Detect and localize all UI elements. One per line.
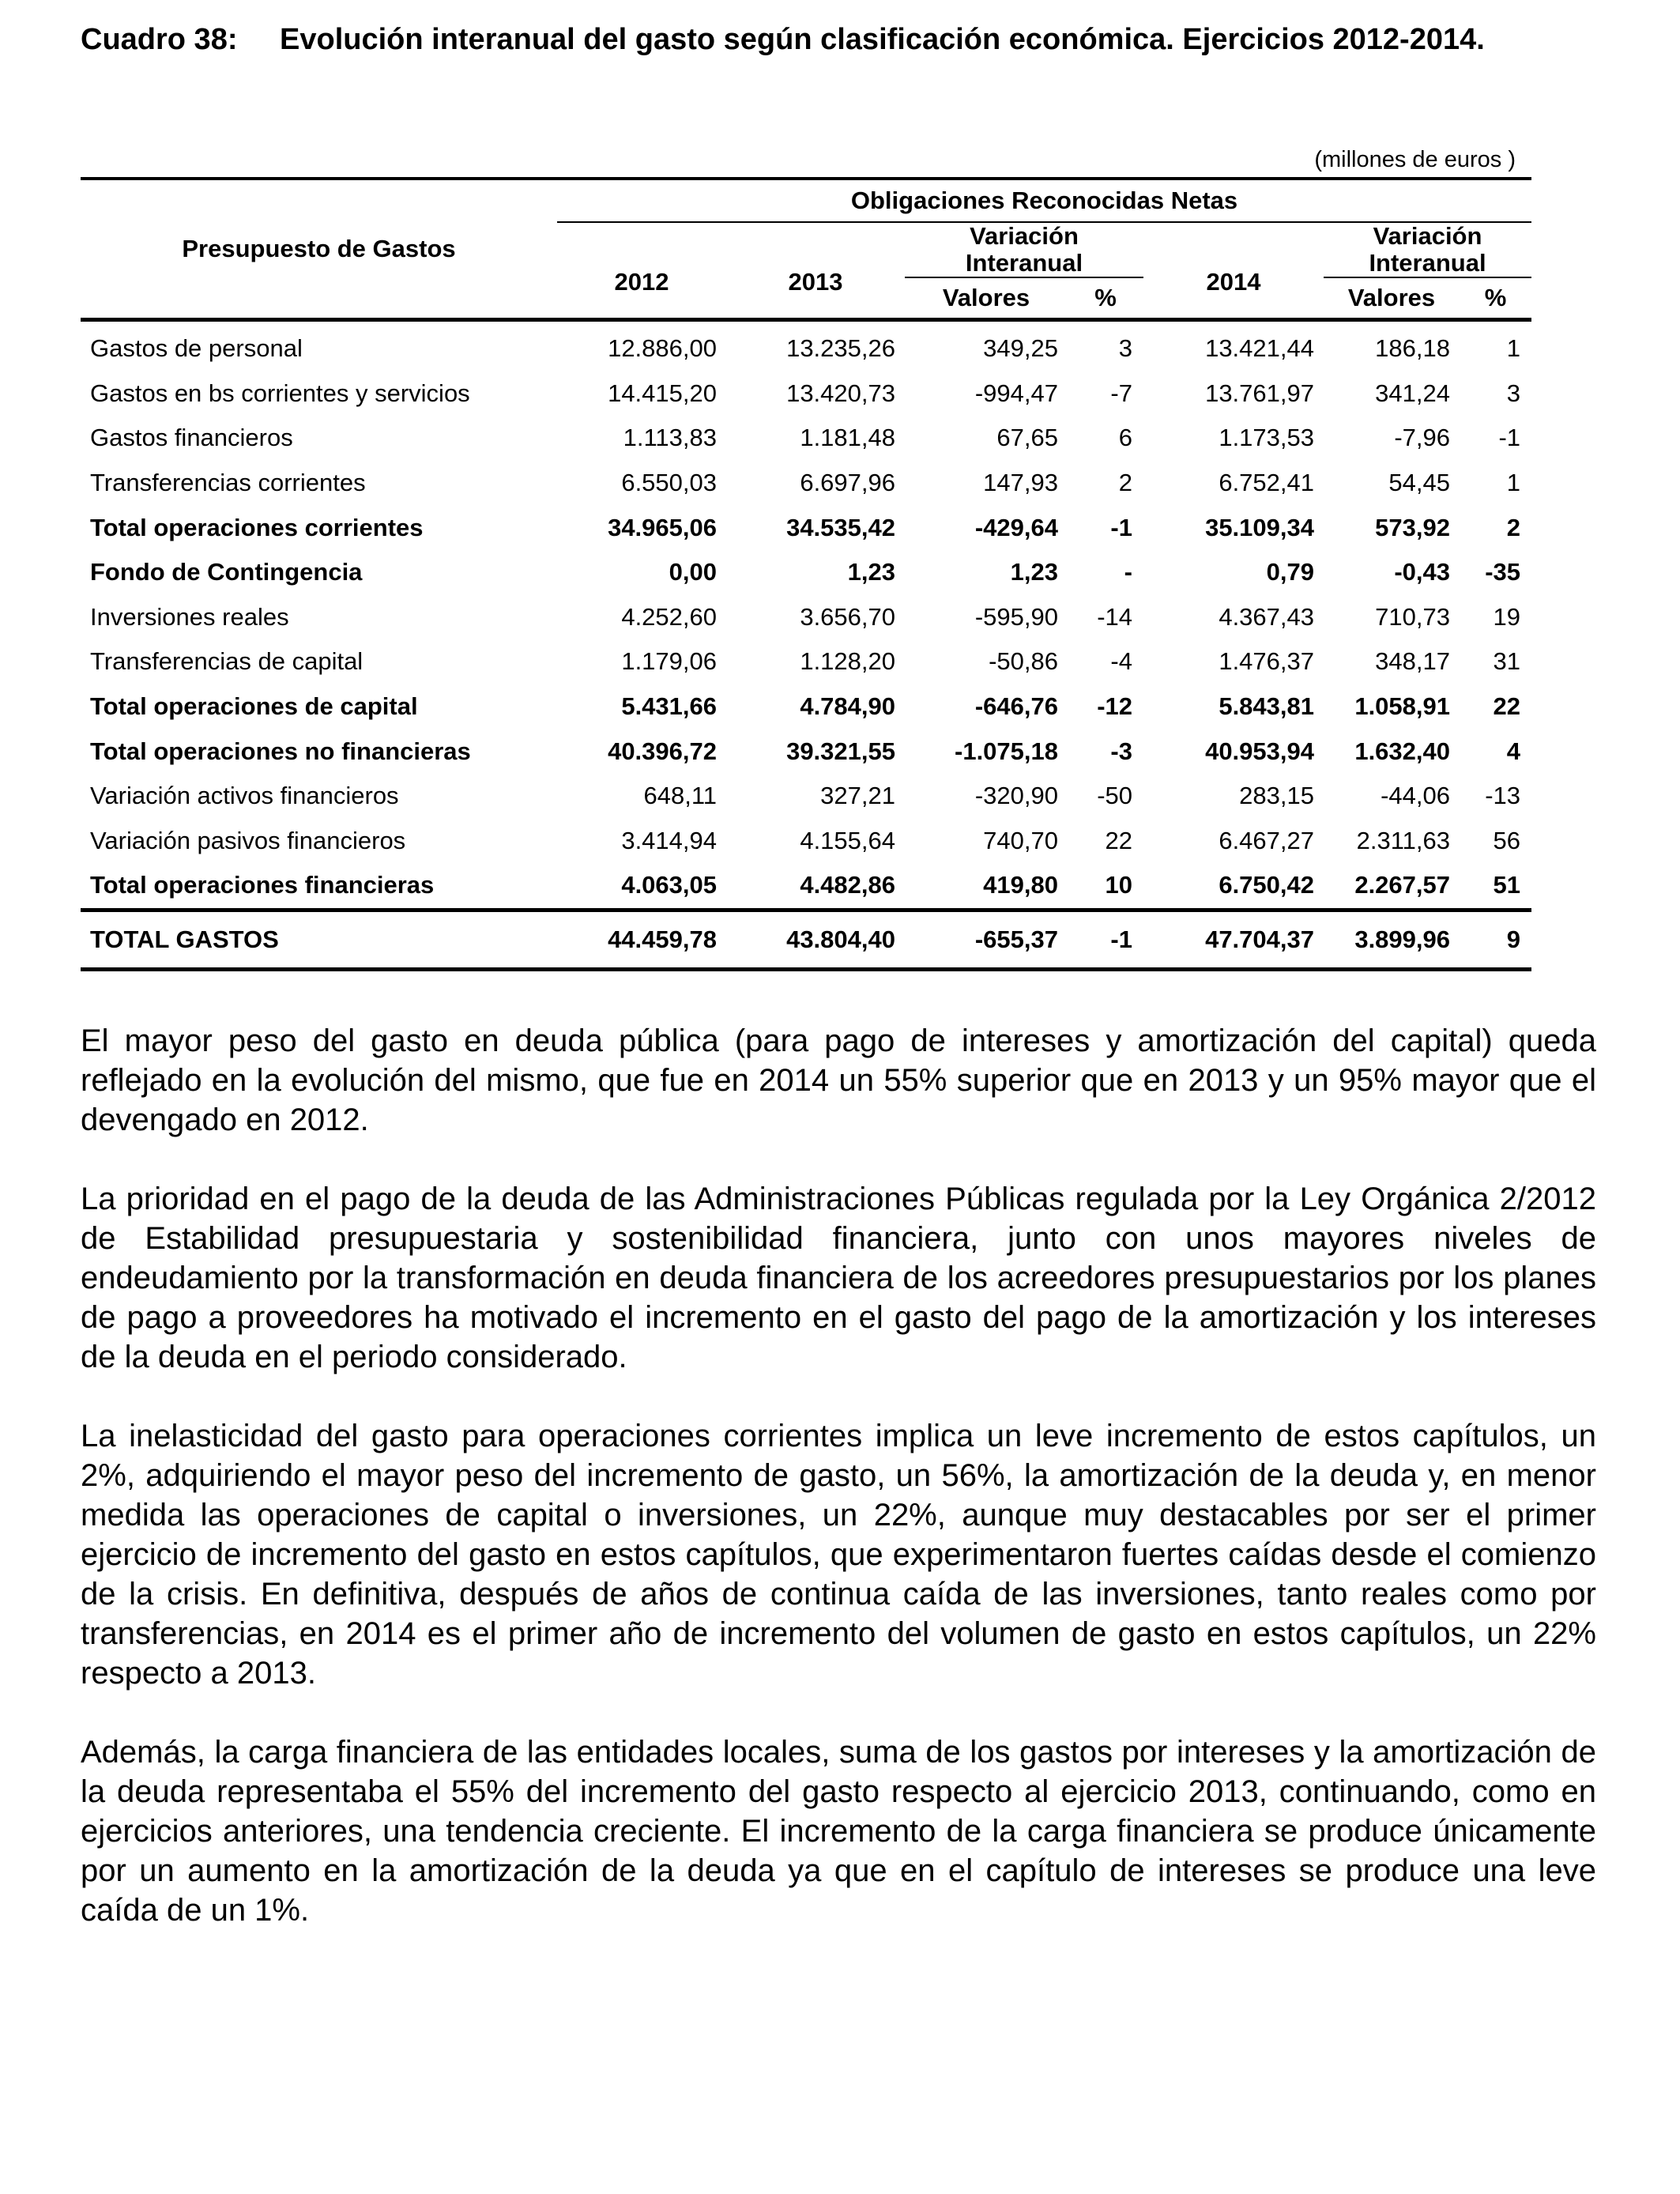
- variation-value-2013: -50,86: [989, 647, 1058, 676]
- valores-header-2: Valores: [1324, 277, 1460, 320]
- row-label: Inversiones reales: [90, 602, 289, 631]
- table-row: [81, 550, 1531, 595]
- expense-table: [81, 177, 1531, 971]
- value-2012: 12.886,00: [608, 334, 717, 363]
- row-label: Gastos en bs corrientes y servicios: [90, 379, 470, 407]
- variation-value-2013: -1.075,18: [955, 737, 1058, 765]
- variation-pct-2013: 22: [1105, 826, 1132, 854]
- paragraph: La prioridad en el pago de la deuda de las Administraciones Públicas regulada por la Ley Orgánica 2/2012 de Estabilidad presupuestaria y sostenibilidad financiera, junto con unos mayores niveles de endeudamiento por la transformación en deuda financiera de los acreedores presupuestarios por los planes de pago a proveedores ha motivado el incremento en el gasto del pago de la amortización y los intereses de la deuda en el periodo considerado.: [81, 1182, 1596, 1374]
- table-row: [81, 863, 1531, 910]
- variation-pct-2013: -7: [1110, 379, 1132, 407]
- variation-value-2014: 2.311,63: [1356, 826, 1450, 854]
- value-2012: 5.431,66: [621, 692, 717, 721]
- variation-pct-2013: -1: [1110, 513, 1132, 541]
- row-label: Variación activos financieros: [90, 782, 399, 810]
- value-2013: 39.321,55: [786, 737, 895, 765]
- value-2013: 3.656,70: [800, 602, 895, 631]
- variation-pct-2014: -1: [1498, 424, 1521, 452]
- variation-pct-2014: 56: [1493, 826, 1521, 854]
- value-2012: 4.063,05: [621, 871, 717, 899]
- total-value-2014: 47.704,37: [1143, 910, 1324, 969]
- total-variation-value-2014: 3.899,96: [1324, 910, 1460, 969]
- table-row: [81, 371, 1531, 417]
- variation-pct-2014: 31: [1493, 647, 1521, 676]
- row-label: Total operaciones no financieras: [90, 737, 471, 765]
- variation-value-2013: -320,90: [974, 782, 1058, 810]
- value-2014: 1.173,53: [1219, 424, 1314, 452]
- stub-header: Presupuesto de Gastos: [81, 179, 557, 320]
- variation-value-2013: -595,90: [974, 602, 1058, 631]
- table-row: [81, 729, 1531, 774]
- variation-value-2013: 147,93: [983, 469, 1058, 497]
- paragraph: La inelasticidad del gasto para operaciones corrientes implica un leve incremento de estos capítulos, un 2%, adquiriendo el mayor peso del incremento de gasto, un 56%, la amortización de la deuda y, en menor medida las operaciones de capital o inversiones, un 22%, aunque muy destacables por ser el primer ejercicio de incremento del gasto en estos capítulos, que experimentaron fuertes caídas desde el comienzo de la crisis. En definitiva, después de años de continua caída de las inversiones, tanto reales como por transferencias, en 2014 es el primer año de incremento del volumen de gasto en estos capítulos, un 22% respecto a 2013.: [81, 1419, 1596, 1691]
- value-2012: 1.113,83: [623, 424, 717, 452]
- var-header-2013: Variación Interanual: [905, 222, 1143, 277]
- col-header-2013: 2013: [726, 222, 905, 320]
- variation-pct-2013: 6: [1118, 424, 1132, 452]
- table-row: [81, 416, 1531, 461]
- variation-pct-2014: -13: [1485, 782, 1521, 810]
- variation-pct-2013: -3: [1110, 737, 1132, 765]
- variation-value-2013: 349,25: [983, 334, 1058, 363]
- variation-pct-2013: -50: [1097, 782, 1132, 810]
- variation-pct-2014: 19: [1493, 602, 1521, 631]
- value-2014: 5.843,81: [1219, 692, 1314, 721]
- variation-value-2014: 186,18: [1375, 334, 1450, 363]
- value-2012: 1.179,06: [621, 647, 717, 676]
- variation-pct-2014: 51: [1493, 871, 1521, 899]
- table-row: [81, 461, 1531, 506]
- value-2014: 13.761,97: [1205, 379, 1314, 407]
- variation-value-2014: 341,24: [1375, 379, 1450, 407]
- value-2012: 648,11: [643, 782, 717, 810]
- caption-label: Cuadro 38:: [81, 23, 238, 56]
- row-label: Total operaciones corrientes: [90, 513, 424, 541]
- value-2013: 34.535,42: [786, 513, 895, 541]
- variation-value-2013: -994,47: [974, 379, 1058, 407]
- value-2014: 6.750,42: [1219, 871, 1314, 899]
- table-row: [81, 684, 1531, 729]
- row-label: Transferencias corrientes: [90, 469, 366, 497]
- row-label: Transferencias de capital: [90, 647, 363, 676]
- col-header-2012: 2012: [557, 222, 726, 320]
- row-label: Gastos financieros: [90, 424, 293, 452]
- body-text: [81, 1021, 1596, 1970]
- pct-header-1: %: [1068, 277, 1143, 320]
- value-2014: 6.467,27: [1219, 826, 1314, 854]
- value-2013: 327,21: [820, 782, 895, 810]
- total-row-label: TOTAL GASTOS: [81, 910, 557, 969]
- variation-value-2013: -429,64: [974, 513, 1058, 541]
- value-2012: 40.396,72: [608, 737, 717, 765]
- variation-pct-2013: 10: [1105, 871, 1132, 899]
- table-row: [81, 505, 1531, 550]
- total-value-2013: 43.804,40: [726, 910, 905, 969]
- paragraph: El mayor peso del gasto en deuda pública (para pago de intereses y amortización del capital) queda reflejado en la evolución del mismo, que fue en 2014 un 55% superior que en 2013 y un 95% mayor que el devengado en 2012.: [81, 1023, 1596, 1137]
- variation-value-2014: 573,92: [1375, 513, 1450, 541]
- value-2012: 0,00: [669, 558, 717, 586]
- unit-note: (millones de euros ): [1314, 147, 1516, 172]
- value-2013: 1.181,48: [800, 424, 895, 452]
- table-row: [81, 320, 1531, 371]
- row-label: Gastos de personal: [90, 334, 303, 363]
- value-2013: 1.128,20: [800, 647, 895, 676]
- variation-value-2014: 710,73: [1375, 602, 1450, 631]
- value-2012: 3.414,94: [621, 826, 717, 854]
- value-2013: 6.697,96: [800, 469, 895, 497]
- variation-pct-2013: -: [1124, 558, 1132, 586]
- total-value-2012: 44.459,78: [557, 910, 726, 969]
- variation-pct-2014: 1: [1506, 469, 1521, 497]
- value-2012: 4.252,60: [621, 602, 717, 631]
- value-2013: 13.420,73: [786, 379, 895, 407]
- row-label: Variación pasivos financieros: [90, 826, 406, 854]
- value-2014: 35.109,34: [1205, 513, 1314, 541]
- variation-pct-2014: 2: [1506, 513, 1521, 541]
- table-row: [81, 639, 1531, 684]
- total-row: [81, 910, 1531, 969]
- value-2013: 4.482,86: [800, 871, 895, 899]
- value-2014: 283,15: [1239, 782, 1314, 810]
- table-caption: [81, 21, 1598, 58]
- variation-value-2014: 348,17: [1375, 647, 1450, 676]
- table-row: [81, 595, 1531, 640]
- variation-value-2014: 1.058,91: [1354, 692, 1450, 721]
- table-row: [81, 774, 1531, 819]
- variation-pct-2014: -35: [1485, 558, 1521, 586]
- value-2012: 6.550,03: [621, 469, 717, 497]
- variation-value-2014: -0,43: [1394, 558, 1450, 586]
- row-label: Total operaciones de capital: [90, 692, 418, 721]
- variation-pct-2014: 3: [1506, 379, 1521, 407]
- value-2012: 14.415,20: [608, 379, 717, 407]
- variation-pct-2013: 3: [1118, 334, 1132, 363]
- value-2012: 34.965,06: [608, 513, 717, 541]
- caption-title: Evolución interanual del gasto según clasificación económica. Ejercicios 2012-2014.: [280, 23, 1485, 56]
- total-variation-value-2013: -655,37: [905, 910, 1068, 969]
- table-row: [81, 819, 1531, 864]
- variation-value-2014: 1.632,40: [1354, 737, 1450, 765]
- variation-pct-2014: 4: [1506, 737, 1521, 765]
- col-header-2014: 2014: [1143, 222, 1324, 320]
- value-2014: 0,79: [1266, 558, 1314, 586]
- value-2014: 13.421,44: [1205, 334, 1314, 363]
- paragraph: Además, la carga financiera de las entidades locales, suma de los gastos por intereses y la amortización de la deuda representaba el 55% del incremento del gasto respecto al ejercicio 2013, continuando, como en ejercicios anteriores, una tendencia creciente. El incremento de la carga financiera se produce únicamente por un aumento en la amortización de la deuda ya que en el capítulo de intereses se produce una leve caída de un 1%.: [81, 1735, 1596, 1928]
- value-2014: 40.953,94: [1205, 737, 1314, 765]
- total-variation-pct-2013: -1: [1068, 910, 1143, 969]
- valores-header-1: Valores: [905, 277, 1068, 320]
- variation-value-2013: 419,80: [983, 871, 1058, 899]
- value-2014: 4.367,43: [1219, 602, 1314, 631]
- variation-pct-2013: 2: [1118, 469, 1132, 497]
- value-2013: 1,23: [847, 558, 895, 586]
- row-label: Total operaciones financieras: [90, 871, 435, 899]
- value-2013: 4.784,90: [800, 692, 895, 721]
- variation-value-2014: 2.267,57: [1354, 871, 1450, 899]
- variation-value-2013: 740,70: [983, 826, 1058, 854]
- value-2013: 13.235,26: [786, 334, 895, 363]
- variation-pct-2013: -14: [1097, 602, 1132, 631]
- variation-pct-2013: -4: [1110, 647, 1132, 676]
- variation-value-2014: 54,45: [1388, 469, 1450, 497]
- variation-value-2013: 67,65: [996, 424, 1058, 452]
- value-2013: 4.155,64: [800, 826, 895, 854]
- value-2014: 1.476,37: [1219, 647, 1314, 676]
- row-label: Fondo de Contingencia: [90, 558, 363, 586]
- variation-pct-2014: 1: [1506, 334, 1521, 363]
- total-variation-pct-2014: 9: [1460, 910, 1531, 969]
- variation-value-2014: -7,96: [1394, 424, 1450, 452]
- variation-value-2014: -44,06: [1381, 782, 1450, 810]
- var-header-2014: Variación Interanual: [1324, 222, 1531, 277]
- variation-value-2013: -646,76: [974, 692, 1058, 721]
- variation-value-2013: 1,23: [1010, 558, 1058, 586]
- pct-header-2: %: [1460, 277, 1531, 320]
- value-2014: 6.752,41: [1219, 469, 1314, 497]
- group-header: Obligaciones Reconocidas Netas: [557, 179, 1531, 222]
- variation-pct-2014: 22: [1493, 692, 1521, 721]
- variation-pct-2013: -12: [1097, 692, 1132, 721]
